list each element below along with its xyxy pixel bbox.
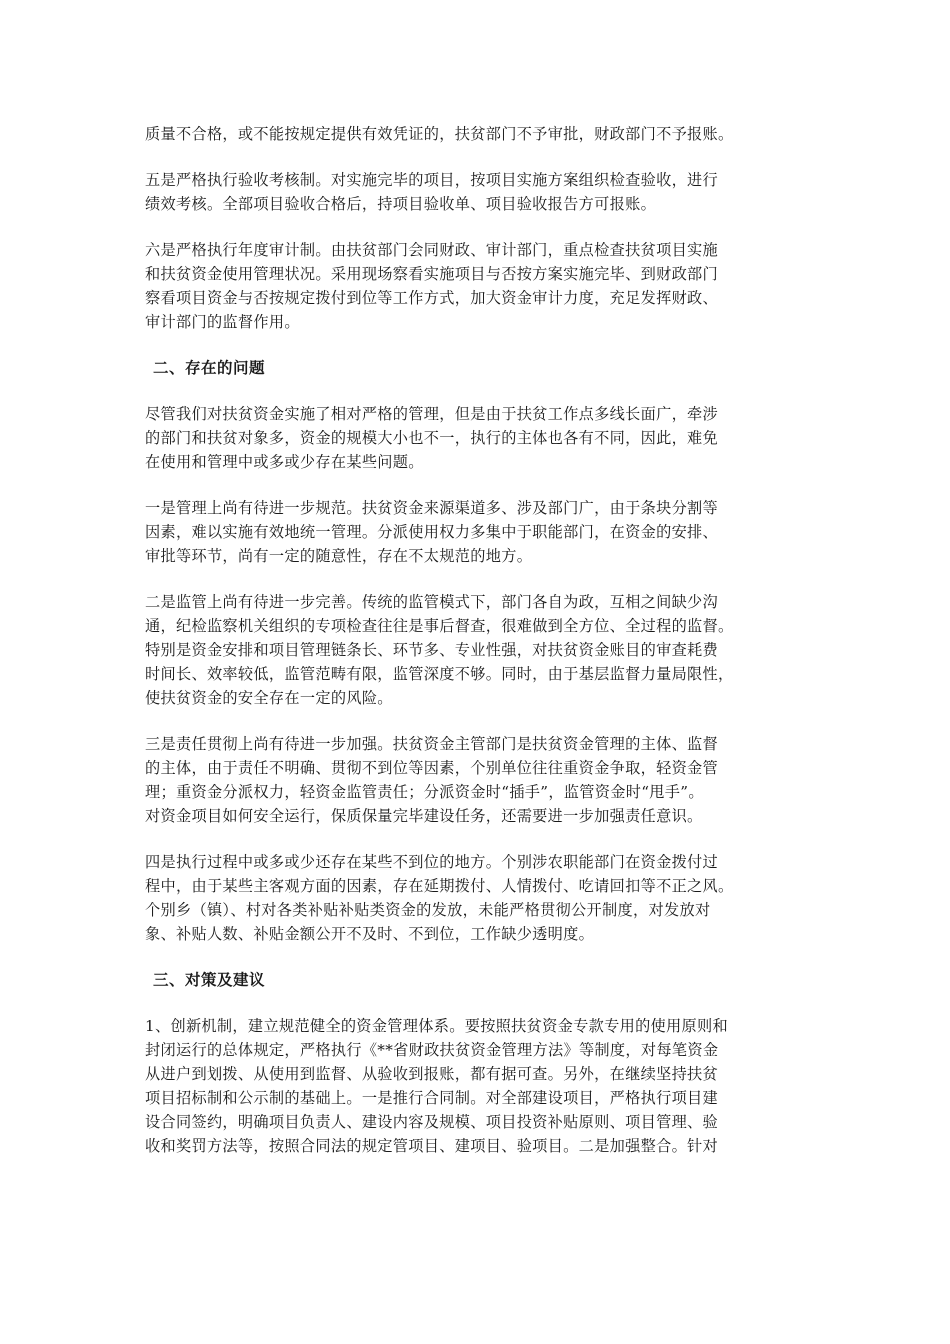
section-heading: 二、存在的问题 [153, 359, 266, 377]
paragraph [145, 850, 810, 946]
paragraph-line: 二是监管上尚有待进一步完善。传统的监管模式下，部门各自为政，互相之间缺少沟 [145, 593, 719, 611]
paragraph-line: 审计部门的监督作用。 [145, 313, 300, 331]
paragraph-line: 察看项目资金与否按规定拨付到位等工作方式，加大资金审计力度，充足发挥财政、 [145, 289, 719, 307]
paragraph-line: 象、补贴人数、补贴金额公开不及时、不到位，工作缺少透明度。 [145, 925, 595, 943]
paragraph-line: 项目招标制和公示制的基础上。一是推行合同制。对全部建设项目，严格执行项目建 [145, 1089, 719, 1107]
paragraph-line: 质量不合格，或不能按规定提供有效凭证的，扶贫部门不予审批，财政部门不予报账。 [145, 125, 734, 143]
paragraph-line: 三是责任贯彻上尚有待进一步加强。扶贫资金主管部门是扶贫资金管理的主体、监督 [145, 735, 719, 753]
paragraph-line: 五是严格执行验收考核制。对实施完毕的项目，按项目实施方案组织检查验收，进行 [145, 171, 719, 189]
paragraph-line: 的部门和扶贫对象多，资金的规模大小也不一，执行的主体也各有不同，因此，难免 [145, 429, 719, 447]
paragraph [145, 168, 810, 216]
paragraph-line: 因素，难以实施有效地统一管理。分派使用权力多集中于职能部门，在资金的安排、 [145, 523, 719, 541]
paragraph-line: 六是严格执行年度审计制。由扶贫部门会同财政、审计部门，重点检查扶贫项目实施 [145, 241, 719, 259]
paragraph-line: 四是执行过程中或多或少还存在某些不到位的地方。个别涉农职能部门在资金拨付过 [145, 853, 719, 871]
paragraph-line: 收和奖罚方法等，按照合同法的规定管项目、建项目、验项目。二是加强整合。针对 [145, 1137, 719, 1155]
paragraph-line: 个别乡（镇）、村对各类补贴补贴类资金的发放，未能严格贯彻公开制度，对发放对 [145, 901, 711, 919]
paragraph-line: 理；重资金分派权力，轻资金监管责任；分派资金时“插手”，监管资金时“甩手”。 [145, 783, 704, 801]
document-page [145, 122, 810, 1180]
paragraph [145, 590, 810, 710]
paragraph-line: 的主体，由于责任不明确、贯彻不到位等因素，个别单位往往重资金争取，轻资金管 [145, 759, 719, 777]
paragraph [145, 122, 810, 146]
paragraph-line: 从进户到划拨、从使用到监督、从验收到报账，都有据可查。另外，在继续坚持扶贫 [145, 1065, 719, 1083]
paragraph-line: 和扶贫资金使用管理状况。采用现场察看实施项目与否按方案实施完毕、到财政部门 [145, 265, 719, 283]
paragraph-line: 封闭运行的总体规定，严格执行《**省财政扶贫资金管理方法》等制度，对每笔资金 [145, 1041, 719, 1059]
paragraph [145, 1014, 810, 1158]
paragraph [145, 732, 810, 828]
paragraph-line: 使扶贫资金的安全存在一定的风险。 [145, 689, 393, 707]
paragraph-line: 对资金项目如何安全运行，保质保量完毕建设任务，还需要进一步加强责任意识。 [145, 807, 703, 825]
paragraph [145, 496, 810, 568]
paragraph-line: 一是管理上尚有待进一步规范。扶贫资金来源渠道多、涉及部门广，由于条块分割等 [145, 499, 719, 517]
paragraph-line: 时间长、效率较低，监管范畴有限，监管深度不够。同时，由于基层监督力量局限性， [145, 665, 734, 683]
paragraph [145, 402, 810, 474]
paragraph [145, 238, 810, 334]
section-heading: 三、对策及建议 [153, 971, 266, 989]
paragraph-line: 设合同签约，明确项目负责人、建设内容及规模、项目投资补贴原则、项目管理、验 [145, 1113, 719, 1131]
paragraph-line: 特别是资金安排和项目管理链条长、环节多、专业性强，对扶贫资金账目的审查耗费 [145, 641, 719, 659]
paragraph-line: 1、创新机制，建立规范健全的资金管理体系。要按照扶贫资金专款专用的使用原则和 [145, 1017, 728, 1035]
paragraph-line: 程中，由于某些主客观方面的因素，存在延期拨付、人情拨付、吃请回扣等不正之风。 [145, 877, 734, 895]
paragraph-line: 在使用和管理中或多或少存在某些问题。 [145, 453, 424, 471]
paragraph-line: 绩效考核。全部项目验收合格后，持项目验收单、项目验收报告方可报账。 [145, 195, 657, 213]
paragraph-line: 通，纪检监察机关组织的专项检查往往是事后督查，很难做到全方位、全过程的监督。 [145, 617, 734, 635]
paragraph-line: 审批等环节，尚有一定的随意性，存在不太规范的地方。 [145, 547, 533, 565]
paragraph-line: 尽管我们对扶贫资金实施了相对严格的管理，但是由于扶贫工作点多线长面广，牵涉 [145, 405, 719, 423]
